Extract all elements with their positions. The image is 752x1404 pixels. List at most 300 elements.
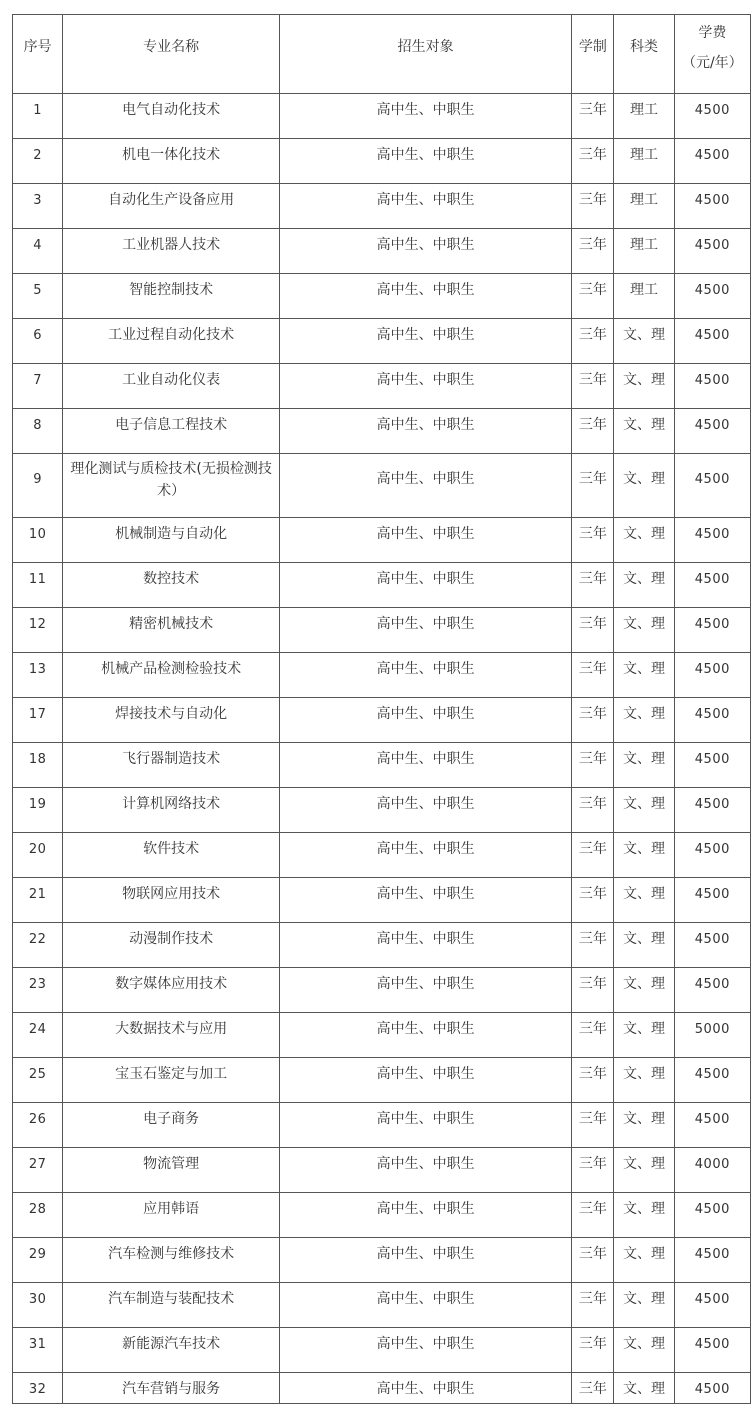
cell-duration-text: 三年	[578, 976, 607, 992]
cell-fee-text: 4500	[694, 707, 730, 722]
cell-fee	[674, 139, 750, 184]
cell-index	[13, 923, 63, 968]
cell-fee	[674, 1013, 750, 1058]
cell-target	[280, 698, 572, 743]
cell-category-text: 文、理	[623, 1246, 666, 1262]
cell-target-text: 高中生、中职生	[376, 886, 475, 902]
cell-major	[63, 923, 280, 968]
cell-category-text: 文、理	[623, 796, 666, 812]
cell-index	[13, 1238, 63, 1283]
cell-category-text: 文、理	[623, 886, 666, 902]
cell-index-text: 26	[28, 1112, 47, 1127]
cell-major-text: 工业机器人技术	[122, 237, 221, 253]
cell-major	[63, 563, 280, 608]
cell-duration-text: 三年	[578, 1021, 607, 1037]
cell-target-text: 高中生、中职生	[376, 1066, 475, 1082]
cell-major	[63, 1193, 280, 1238]
cell-major	[63, 274, 280, 319]
cell-category	[614, 94, 674, 139]
cell-major	[63, 608, 280, 653]
cell-major-text: 汽车制造与装配技术	[108, 1291, 235, 1307]
cell-category-text: 文、理	[623, 372, 666, 388]
cell-fee	[674, 1283, 750, 1328]
cell-category-text: 文、理	[623, 751, 666, 767]
cell-fee	[674, 409, 750, 454]
cell-index	[13, 454, 63, 518]
cell-target	[280, 409, 572, 454]
cell-major	[63, 1328, 280, 1373]
cell-fee	[674, 1238, 750, 1283]
header-duration: 学制	[572, 15, 614, 94]
cell-category	[614, 878, 674, 923]
cell-index-text: 10	[28, 527, 47, 542]
cell-category	[614, 229, 674, 274]
majors-table	[12, 14, 751, 1404]
cell-target-text: 高中生、中职生	[376, 931, 475, 947]
cell-duration-text: 三年	[578, 931, 607, 947]
cell-target	[280, 788, 572, 833]
cell-major-text: 精密机械技术	[129, 616, 214, 632]
cell-duration-text: 三年	[578, 417, 607, 433]
cell-major	[63, 1283, 280, 1328]
cell-major	[63, 878, 280, 923]
cell-duration-text: 三年	[578, 841, 607, 857]
cell-fee	[674, 1328, 750, 1373]
cell-duration	[572, 1373, 614, 1404]
cell-index-text: 2	[33, 148, 42, 163]
cell-fee-text: 4500	[694, 977, 730, 992]
cell-category	[614, 319, 674, 364]
cell-index	[13, 319, 63, 364]
cell-duration	[572, 319, 614, 364]
cell-target-text: 高中生、中职生	[376, 571, 475, 587]
cell-category-text: 文、理	[623, 841, 666, 857]
cell-major	[63, 1238, 280, 1283]
cell-target	[280, 1148, 572, 1193]
table-row	[13, 184, 751, 229]
cell-index-text: 5	[33, 283, 42, 298]
cell-fee	[674, 319, 750, 364]
cell-major	[63, 94, 280, 139]
cell-index-text: 4	[33, 238, 42, 253]
cell-index	[13, 968, 63, 1013]
cell-major	[63, 1103, 280, 1148]
cell-target	[280, 1058, 572, 1103]
cell-major-text: 物流管理	[143, 1156, 200, 1172]
cell-category-text: 理工	[630, 147, 659, 163]
cell-index	[13, 563, 63, 608]
cell-category-text: 文、理	[623, 417, 666, 433]
cell-category	[614, 518, 674, 563]
cell-index-text: 17	[28, 707, 47, 722]
cell-major-text: 机电一体化技术	[122, 147, 221, 163]
cell-target	[280, 1193, 572, 1238]
cell-target-text: 高中生、中职生	[376, 661, 475, 677]
cell-target-text: 高中生、中职生	[376, 1246, 475, 1262]
cell-major	[63, 698, 280, 743]
cell-target-text: 高中生、中职生	[376, 102, 475, 118]
header-category: 科类	[614, 15, 674, 94]
cell-target	[280, 1328, 572, 1373]
cell-fee-text: 4500	[694, 103, 730, 118]
cell-duration	[572, 1013, 614, 1058]
cell-fee-text: 4500	[694, 283, 730, 298]
cell-major-text: 机械制造与自动化	[115, 526, 228, 542]
cell-major-text: 大数据技术与应用	[115, 1021, 228, 1037]
cell-fee	[674, 923, 750, 968]
cell-major	[63, 409, 280, 454]
cell-category	[614, 274, 674, 319]
cell-duration-text: 三年	[578, 237, 607, 253]
cell-duration	[572, 923, 614, 968]
cell-duration-text: 三年	[578, 282, 607, 298]
cell-duration-text: 三年	[578, 526, 607, 542]
cell-major-text: 数控技术	[143, 571, 200, 587]
cell-index-text: 24	[28, 1022, 47, 1037]
table-row	[13, 788, 751, 833]
table-row	[13, 968, 751, 1013]
cell-index-text: 21	[28, 887, 47, 902]
cell-index	[13, 1103, 63, 1148]
cell-major	[63, 1013, 280, 1058]
cell-fee	[674, 1058, 750, 1103]
table-row	[13, 698, 751, 743]
cell-index	[13, 743, 63, 788]
cell-index	[13, 653, 63, 698]
cell-index	[13, 1373, 63, 1404]
cell-category-text: 文、理	[623, 976, 666, 992]
cell-fee-text: 4500	[694, 418, 730, 433]
cell-index	[13, 364, 63, 409]
cell-target	[280, 184, 572, 229]
header-fee-line1: 学费	[698, 25, 727, 41]
cell-category	[614, 788, 674, 833]
cell-category	[614, 139, 674, 184]
cell-fee-text: 4500	[694, 238, 730, 253]
cell-duration	[572, 1193, 614, 1238]
cell-index-text: 20	[28, 842, 47, 857]
cell-major-text: 汽车营销与服务	[122, 1381, 221, 1397]
cell-fee-text: 4500	[694, 1202, 730, 1217]
cell-target	[280, 139, 572, 184]
table-header-row	[13, 15, 751, 94]
cell-duration	[572, 1103, 614, 1148]
cell-index-text: 6	[33, 328, 42, 343]
cell-index	[13, 229, 63, 274]
cell-index	[13, 788, 63, 833]
cell-duration	[572, 833, 614, 878]
cell-target	[280, 229, 572, 274]
cell-index-text: 31	[28, 1337, 47, 1352]
cell-major	[63, 139, 280, 184]
cell-target	[280, 454, 572, 518]
cell-index	[13, 274, 63, 319]
cell-category	[614, 1283, 674, 1328]
cell-duration-text: 三年	[578, 372, 607, 388]
cell-duration	[572, 184, 614, 229]
cell-index-text: 9	[33, 472, 42, 487]
cell-category-text: 理工	[630, 237, 659, 253]
cell-category	[614, 563, 674, 608]
cell-index	[13, 1193, 63, 1238]
table-row	[13, 1058, 751, 1103]
cell-fee-text: 4500	[694, 842, 730, 857]
cell-major-text: 应用韩语	[143, 1201, 200, 1217]
cell-major-text: 物联网应用技术	[122, 886, 221, 902]
cell-duration	[572, 1238, 614, 1283]
cell-major-text: 动漫制作技术	[129, 931, 214, 947]
cell-target	[280, 1013, 572, 1058]
cell-major-text: 飞行器制造技术	[122, 751, 221, 767]
cell-target-text: 高中生、中职生	[376, 1381, 475, 1397]
cell-category	[614, 743, 674, 788]
table-row	[13, 1373, 751, 1404]
cell-fee-text: 4500	[694, 1247, 730, 1262]
cell-category-text: 文、理	[623, 661, 666, 677]
table-row	[13, 139, 751, 184]
cell-category	[614, 364, 674, 409]
cell-fee-text: 4500	[694, 932, 730, 947]
cell-duration-text: 三年	[578, 571, 607, 587]
table-row	[13, 878, 751, 923]
cell-index	[13, 1328, 63, 1373]
cell-category	[614, 1328, 674, 1373]
cell-target	[280, 274, 572, 319]
cell-major-text: 电子信息工程技术	[115, 417, 228, 433]
cell-major-text: 理化测试与质检技术(无损检测技术）	[70, 461, 272, 499]
cell-fee-text: 4500	[694, 148, 730, 163]
cell-fee	[674, 1193, 750, 1238]
cell-major-text: 宝玉石鉴定与加工	[115, 1066, 228, 1082]
table-row	[13, 1193, 751, 1238]
cell-index	[13, 409, 63, 454]
cell-category-text: 理工	[630, 192, 659, 208]
cell-category	[614, 1238, 674, 1283]
cell-duration-text: 三年	[578, 1201, 607, 1217]
table-row	[13, 743, 751, 788]
cell-category-text: 文、理	[623, 1066, 666, 1082]
cell-major-text: 智能控制技术	[129, 282, 214, 298]
cell-major-text: 机械产品检测检验技术	[101, 661, 242, 677]
cell-major	[63, 364, 280, 409]
cell-duration	[572, 1058, 614, 1103]
cell-duration-text: 三年	[578, 147, 607, 163]
cell-major-text: 新能源汽车技术	[122, 1336, 221, 1352]
table-row	[13, 1238, 751, 1283]
cell-target	[280, 653, 572, 698]
header-fee	[674, 15, 750, 94]
cell-category-text: 文、理	[623, 616, 666, 632]
cell-index-text: 7	[33, 373, 42, 388]
table-row	[13, 923, 751, 968]
cell-target	[280, 968, 572, 1013]
cell-target-text: 高中生、中职生	[376, 237, 475, 253]
cell-index	[13, 698, 63, 743]
header-index: 序号	[13, 15, 63, 94]
cell-target	[280, 1283, 572, 1328]
cell-duration-text: 三年	[578, 886, 607, 902]
cell-target	[280, 743, 572, 788]
cell-major	[63, 454, 280, 518]
cell-category-text: 文、理	[623, 471, 666, 487]
cell-fee-text: 4500	[694, 662, 730, 677]
table-row	[13, 608, 751, 653]
cell-target	[280, 878, 572, 923]
cell-target-text: 高中生、中职生	[376, 1111, 475, 1127]
cell-fee-text: 4500	[694, 193, 730, 208]
cell-duration-text: 三年	[578, 471, 607, 487]
cell-target	[280, 608, 572, 653]
cell-fee-text: 4000	[694, 1157, 730, 1172]
cell-category-text: 文、理	[623, 327, 666, 343]
cell-index-text: 29	[28, 1247, 47, 1262]
cell-duration-text: 三年	[578, 661, 607, 677]
cell-fee	[674, 968, 750, 1013]
cell-index	[13, 608, 63, 653]
cell-target-text: 高中生、中职生	[376, 976, 475, 992]
cell-fee-text: 4500	[694, 1337, 730, 1352]
cell-target-text: 高中生、中职生	[376, 1336, 475, 1352]
cell-fee-text: 4500	[694, 373, 730, 388]
cell-fee	[674, 878, 750, 923]
cell-target-text: 高中生、中职生	[376, 1201, 475, 1217]
header-target: 招生对象	[280, 15, 572, 94]
cell-fee-text: 4500	[694, 328, 730, 343]
table-row	[13, 1013, 751, 1058]
cell-major	[63, 1058, 280, 1103]
cell-major	[63, 1148, 280, 1193]
table-row	[13, 1148, 751, 1193]
cell-major	[63, 743, 280, 788]
cell-duration	[572, 1148, 614, 1193]
cell-category-text: 文、理	[623, 571, 666, 587]
cell-fee	[674, 653, 750, 698]
cell-fee-text: 4500	[694, 527, 730, 542]
cell-target-text: 高中生、中职生	[376, 147, 475, 163]
cell-target	[280, 563, 572, 608]
table-row	[13, 454, 751, 518]
header-fee-line2: （元/年）	[681, 55, 743, 71]
cell-category-text: 理工	[630, 282, 659, 298]
cell-index-text: 13	[28, 662, 47, 677]
cell-target-text: 高中生、中职生	[376, 417, 475, 433]
cell-category-text: 文、理	[623, 1201, 666, 1217]
cell-index-text: 1	[33, 103, 42, 118]
cell-duration-text: 三年	[578, 327, 607, 343]
cell-target	[280, 833, 572, 878]
cell-duration	[572, 878, 614, 923]
cell-index-text: 3	[33, 193, 42, 208]
cell-duration-text: 三年	[578, 616, 607, 632]
cell-fee-text: 5000	[694, 1022, 730, 1037]
cell-major-text: 计算机网络技术	[122, 796, 221, 812]
cell-major-text: 电子商务	[143, 1111, 200, 1127]
cell-duration-text: 三年	[578, 1381, 607, 1397]
cell-duration-text: 三年	[578, 1291, 607, 1307]
cell-duration	[572, 454, 614, 518]
cell-fee-text: 4500	[694, 752, 730, 767]
cell-index	[13, 1283, 63, 1328]
cell-category	[614, 184, 674, 229]
cell-category-text: 文、理	[623, 1291, 666, 1307]
cell-fee-text: 4500	[694, 1067, 730, 1082]
cell-category	[614, 1373, 674, 1404]
cell-category	[614, 1058, 674, 1103]
cell-target-text: 高中生、中职生	[376, 372, 475, 388]
cell-fee	[674, 563, 750, 608]
table-row	[13, 518, 751, 563]
cell-target	[280, 518, 572, 563]
cell-fee	[674, 454, 750, 518]
cell-target-text: 高中生、中职生	[376, 327, 475, 343]
cell-index	[13, 878, 63, 923]
cell-category	[614, 608, 674, 653]
cell-major-text: 软件技术	[143, 841, 200, 857]
cell-duration-text: 三年	[578, 706, 607, 722]
cell-index-text: 12	[28, 617, 47, 632]
cell-category-text: 文、理	[623, 1381, 666, 1397]
cell-fee-text: 4500	[694, 1382, 730, 1397]
cell-major	[63, 229, 280, 274]
cell-duration	[572, 698, 614, 743]
cell-major	[63, 653, 280, 698]
cell-category-text: 文、理	[623, 1111, 666, 1127]
cell-category	[614, 698, 674, 743]
cell-duration	[572, 229, 614, 274]
cell-fee	[674, 518, 750, 563]
table-row	[13, 833, 751, 878]
cell-category-text: 文、理	[623, 1336, 666, 1352]
cell-index-text: 11	[28, 572, 47, 587]
cell-category	[614, 1148, 674, 1193]
cell-fee	[674, 94, 750, 139]
table-body	[13, 94, 751, 1404]
cell-category-text: 文、理	[623, 931, 666, 947]
cell-fee	[674, 274, 750, 319]
cell-duration-text: 三年	[578, 751, 607, 767]
table-row	[13, 409, 751, 454]
cell-duration-text: 三年	[578, 796, 607, 812]
cell-category-text: 文、理	[623, 706, 666, 722]
cell-index	[13, 518, 63, 563]
cell-target-text: 高中生、中职生	[376, 751, 475, 767]
cell-fee	[674, 364, 750, 409]
cell-category	[614, 409, 674, 454]
cell-duration	[572, 139, 614, 184]
cell-duration	[572, 743, 614, 788]
cell-major-text: 焊接技术与自动化	[115, 706, 228, 722]
cell-category-text: 理工	[630, 102, 659, 118]
cell-index-text: 28	[28, 1202, 47, 1217]
table-row	[13, 653, 751, 698]
cell-duration	[572, 94, 614, 139]
cell-index-text: 19	[28, 797, 47, 812]
cell-duration-text: 三年	[578, 1156, 607, 1172]
cell-target	[280, 319, 572, 364]
cell-target	[280, 94, 572, 139]
cell-category	[614, 1103, 674, 1148]
cell-target-text: 高中生、中职生	[376, 192, 475, 208]
cell-target-text: 高中生、中职生	[376, 706, 475, 722]
cell-index	[13, 1013, 63, 1058]
table-row	[13, 229, 751, 274]
cell-major	[63, 319, 280, 364]
cell-major-text: 汽车检测与维修技术	[108, 1246, 235, 1262]
table-row	[13, 364, 751, 409]
cell-duration-text: 三年	[578, 102, 607, 118]
cell-major-text: 电气自动化技术	[122, 102, 221, 118]
cell-duration	[572, 968, 614, 1013]
